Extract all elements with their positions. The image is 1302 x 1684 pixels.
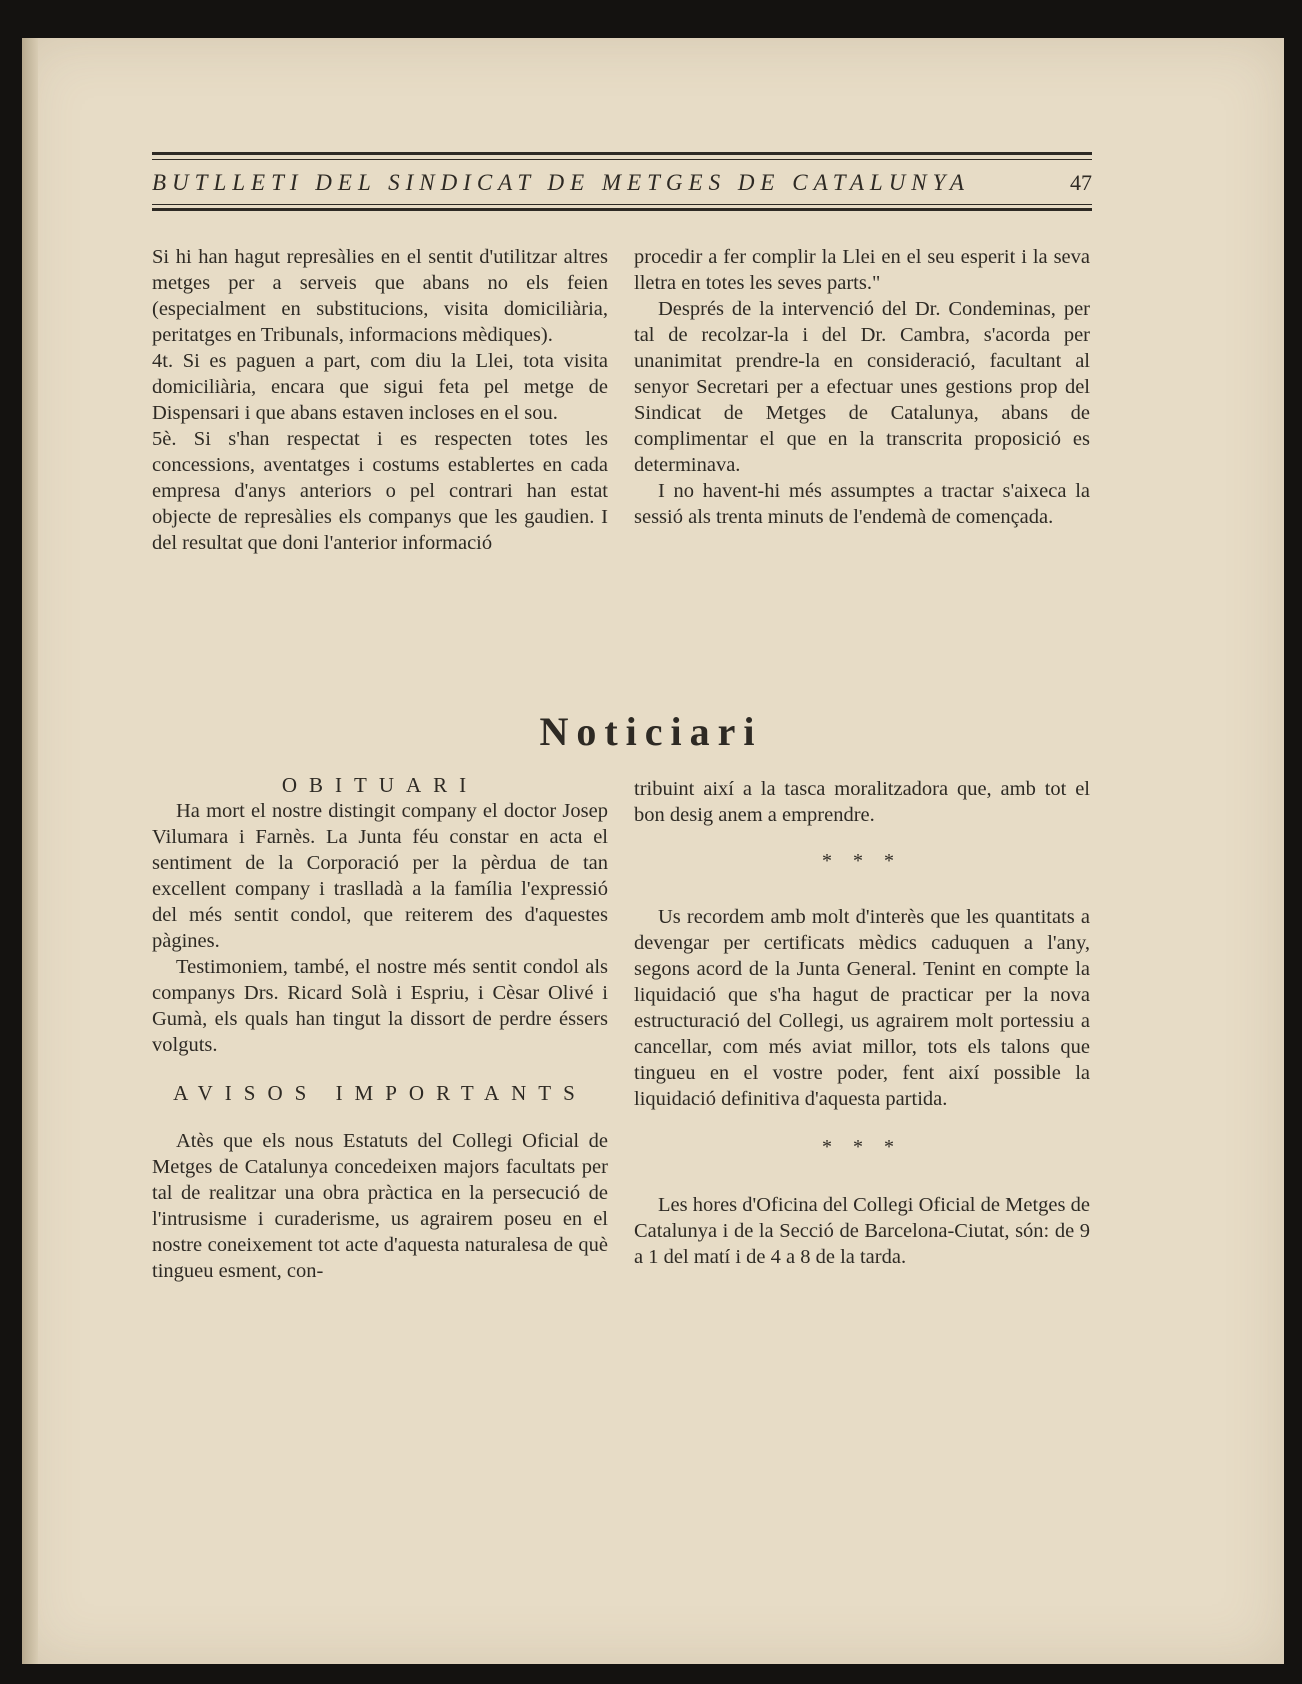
section-title: Noticiari (539, 709, 763, 754)
paragraph: 5è. Si s'han respectat i es respecten totes les concessions, aventatges i costums establertes en cada empresa d'anys anteriors o pel contrari han estat objecte de represàlies els companys que les gaudien. I del resultat que doni l'anterior informació (152, 428, 608, 554)
paragraph: Us recordem amb molt d'interès que les quantitats a devengar per certificats mèdics caduquen a l'any, segons acord de la Junta General. Tenint en compte la liquidació que s'ha hagut de practicar per la nova estructuració del Collegi, us agrairem molt portessiu a cancellar, com més aviat millor, tots els talons que tingueu en el vostre poder, fent així possible la liquidació definitiva d'aquesta partida. (634, 906, 1090, 1110)
header-rule-top-thick (152, 152, 1092, 155)
page-number: 47 (1070, 170, 1092, 195)
paragraph: procedir a fer complir la Llei en el seu esperit i la seva lletra en totes les seves parts." (634, 246, 1090, 294)
obituari-heading: OBITUARI (281, 773, 479, 797)
paragraph: I no havent-hi més assumptes a tractar s'aixeca la sessió als trenta minuts de l'endemà de començada. (634, 480, 1090, 528)
top-left-column (152, 244, 608, 556)
page-binding-edge (22, 38, 38, 1664)
paragraph: Ha mort el nostre distingit company el doctor Josep Vilumara i Farnès. La Junta féu constar en acta el sentiment de la Corporació per la pèrdua de tan excellent company i traslladà a la família l'expressió del més sentit condol, que reiterem des d'aquestes pàgines. (152, 800, 608, 952)
avisos-heading: AVISOS IMPORTANTS (173, 1081, 587, 1105)
running-header (152, 166, 1092, 200)
paragraph: Les hores d'Oficina del Collegi Oficial de Metges de Catalunya i de la Secció de Barcelona-Ciutat, són: de 9 a 1 del matí i de 4 a 8 de la tarda. (634, 1194, 1090, 1268)
paragraph: 4t. Si es paguen a part, com diu la Llei, tota visita domiciliària, encara que sigui feta pel metge de Dispensari i que abans estaven incloses en el sou. (152, 350, 608, 424)
journal-title: BUTLLETI DEL SINDICAT DE METGES DE CATALUNYA (152, 170, 970, 195)
paragraph: Després de la intervenció del Dr. Condeminas, per tal de recolzar-la i del Dr. Cambra, s'acorda per unanimitat prendre-la en consideració, facultant al senyor Secretari per a efectuar unes gestions prop del Sindicat de Metges de Catalunya, abans de complimentar el que en la transcrita proposició es determinava. (634, 298, 1090, 476)
separator: * * * (822, 1136, 902, 1158)
paragraph: Atès que els nous Estatuts del Collegi Oficial de Metges de Catalunya concedeixen majors facultats per tal de realitzar una obra pràctica en la persecució de l'intrusisme i curaderisme, us agrairem poseu en el nostre coneixement tot acte d'aquesta naturalesa de què tingueu esment, con- (152, 1130, 608, 1282)
top-right-column (634, 244, 1090, 530)
noticiari-left-column (152, 772, 608, 1284)
paragraph: Si hi han hagut represàlies en el sentit d'utilitzar altres metges per a serveis que abans no els feien (especialment en substitucions, visita domiciliària, peritatges en Tribunals, informacions mèdiques). (152, 246, 608, 346)
header-rule-bottom-thin (152, 204, 1092, 205)
paragraph: tribuint així a la tasca moralitzadora que, amb tot el bon desig anem a emprendre. (634, 778, 1090, 826)
header-rule-top-thin (152, 159, 1092, 160)
paragraph: Testimoniem, també, el nostre més sentit condol als companys Drs. Ricard Solà i Espriu, i Cèsar Olivé i Gumà, els quals han tingut la dissort de perdre éssers volguts. (152, 956, 608, 1056)
noticiari-right-column (634, 776, 1090, 1270)
header-rule-bottom-thick (152, 208, 1092, 211)
separator: * * * (822, 850, 902, 872)
